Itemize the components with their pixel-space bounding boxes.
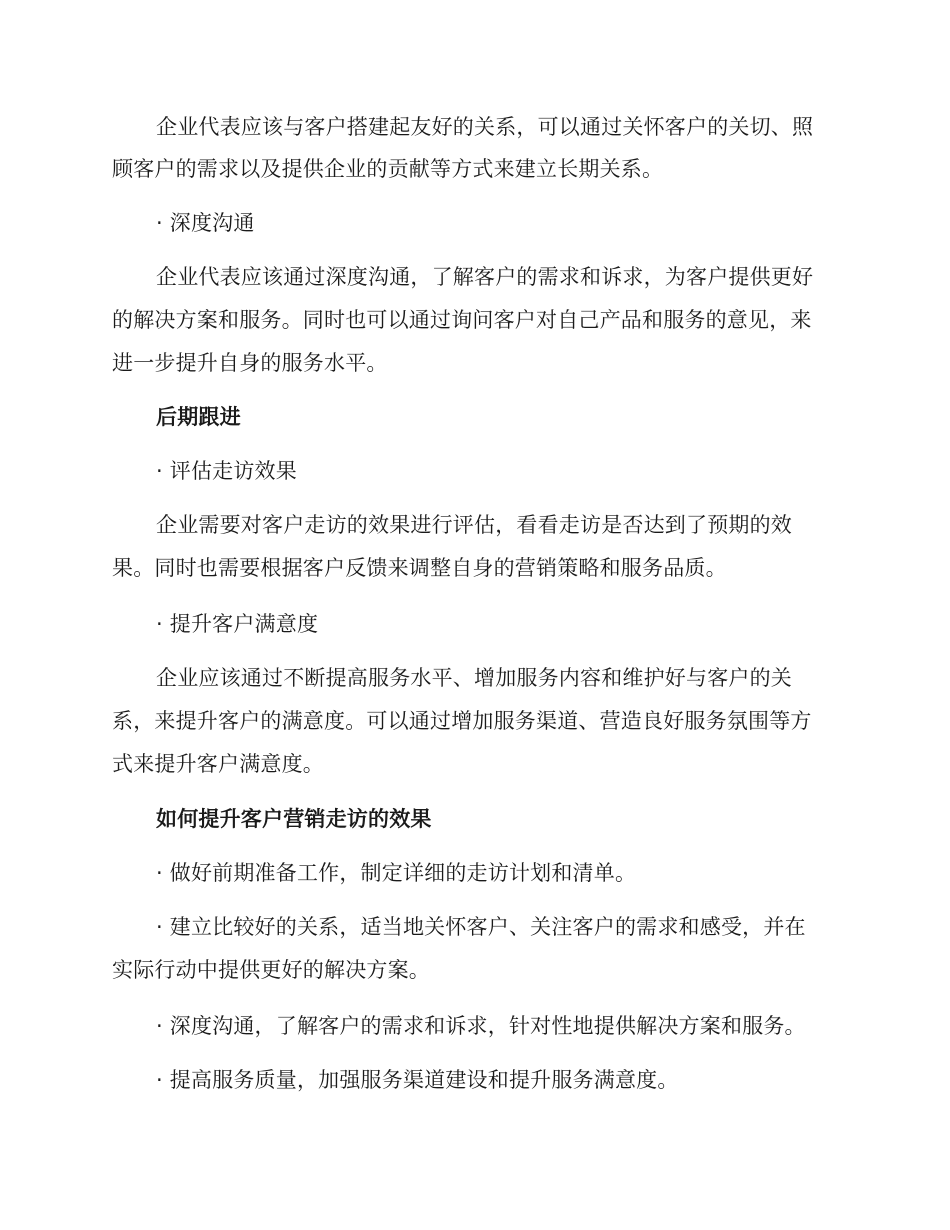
- paragraph-line: 顾客户的需求以及提供企业的贡献等方式来建立长期关系。: [112, 157, 664, 181]
- bullet-item: · 提高服务质量，加强服务渠道建设和提升服务满意度。: [156, 1068, 679, 1092]
- bullet-item: · 评估走访效果: [156, 459, 297, 483]
- paragraph-line: 进一步提升自身的服务水平。: [112, 351, 388, 375]
- paragraph-line: 的解决方案和服务。同时也可以通过询问客户对自己产品和服务的意见，来: [112, 308, 812, 332]
- paragraph-line: 企业应该通过不断提高服务水平、增加服务内容和维护好与客户的关: [156, 666, 792, 690]
- bullet-item: · 建立比较好的关系，适当地关怀客户、关注客户的需求和感受，并在: [156, 915, 806, 939]
- paragraph-line: 系，来提升客户的满意度。可以通过增加服务渠道、营造良好服务氛围等方: [112, 709, 812, 733]
- bullet-item: · 深度沟通，了解客户的需求和诉求，针对性地提供解决方案和服务。: [156, 1014, 806, 1038]
- paragraph-line: 式来提升客户满意度。: [112, 752, 324, 776]
- paragraph-line: 果。同时也需要根据客户反馈来调整自身的营销策略和服务品质。: [112, 556, 727, 580]
- bullet-item: · 深度沟通: [156, 211, 255, 235]
- paragraph-line: 企业代表应该通过深度沟通，了解客户的需求和诉求，为客户提供更好: [156, 265, 814, 289]
- paragraph-line: 企业代表应该与客户搭建起友好的关系，可以通过关怀客户的关切、照: [156, 115, 814, 139]
- bullet-item-continuation: 实际行动中提供更好的解决方案。: [112, 958, 430, 982]
- section-heading: 如何提升客户营销走访的效果: [156, 807, 432, 831]
- section-heading: 后期跟进: [156, 405, 241, 429]
- paragraph-line: 企业需要对客户走访的效果进行评估，看看走访是否达到了预期的效: [156, 513, 792, 537]
- bullet-item: · 做好前期准备工作，制定详细的走访计划和清单。: [156, 861, 637, 885]
- bullet-item: · 提升客户满意度: [156, 612, 319, 636]
